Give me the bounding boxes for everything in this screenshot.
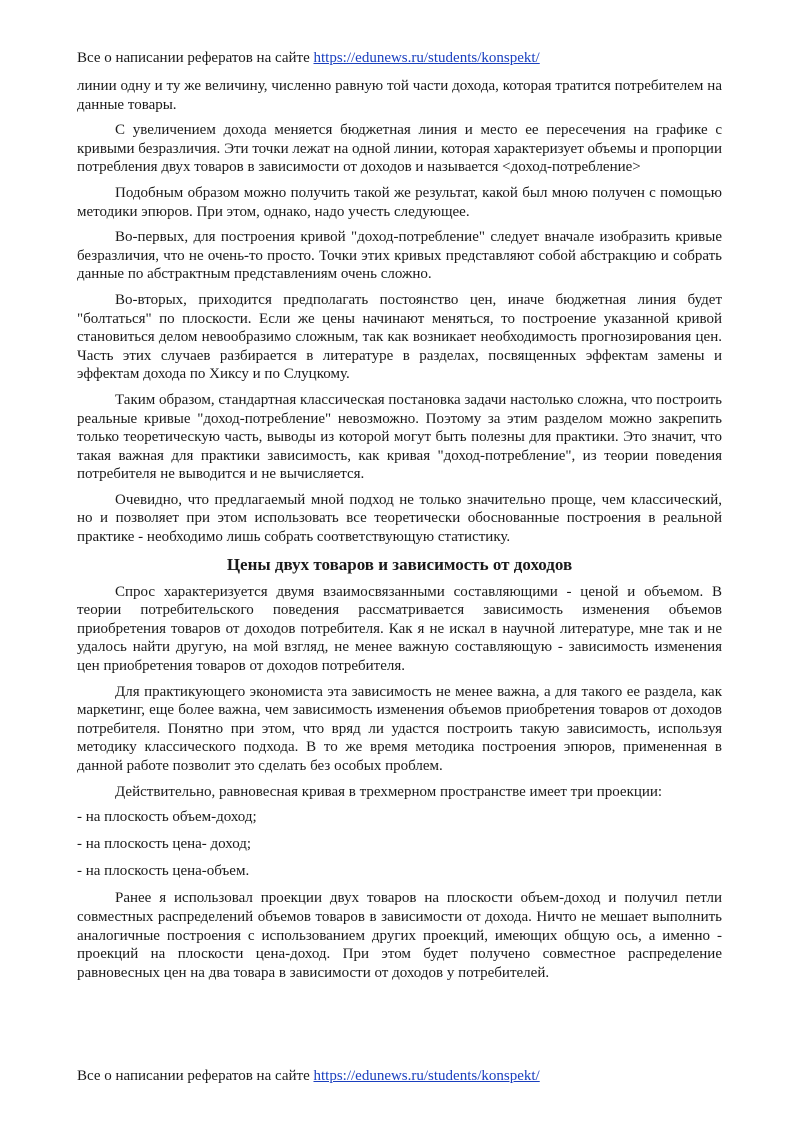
paragraph: Таким образом, стандартная классическая постановка задачи настолько сложна, что построить реальные кривые "доход-потребление" невозможно. Поэтому за этим разделом можно закрепить только теоретическую часть, выводы из которой могут быть полезны для практики. Это значит, что такая важная для практики зависимость, как кривая "доход-потребление", из теории поведения потребителя не выводится и не вычисляется. [77, 391, 722, 483]
paragraph: Ранее я использовал проекции двух товаров на плоскости объем-доход и получил петли совместных распределений объемов товаров в зависимости от дохода. Ничто не мешает выполнить аналогичные построения с использованием других проекций, имеющих общую ось, а именно - проекций на плоскости цена-доход. При этом будет получено совместное распределение равновесных цен на два товара в зависимости от доходов у потребителей. [77, 890, 722, 981]
header-link[interactable]: https://edunews.ru/students/konspekt/ [313, 50, 540, 66]
paragraph: Во-вторых, приходится предполагать постоянство цен, иначе бюджетная линия будет "болтаться" по плоскости. Если же цены начинают меняться, то построение указанной кривой становиться делом невообразимо сложным, так как возникает необходимость прогнозирования цен. Часть этих случаев разбирается в литературе в разделах, посвященных эффектам замены и эффектам дохода по Хиксу и по Слуцкому. [77, 291, 722, 383]
list-item: - на плоскость цена-объем. [77, 863, 250, 880]
page-header [77, 48, 540, 68]
paragraph: Подобным образом можно получить такой же результат, какой был мною получен с помощью методики эпюров. При этом, однако, надо учесть следующее. [77, 184, 722, 220]
paragraph: Действительно, равновесная кривая в трехмерном пространстве имеет три проекции: [115, 783, 663, 800]
paragraph: Во-первых, для построения кривой "доход-потребление" следует вначале изобразить кривые безразличия, что не очень-то просто. Точки этих кривых представляют собой абстракцию и собрать данные по абстрактным представлениям очень сложно. [77, 229, 722, 283]
footer-link[interactable]: https://edunews.ru/students/konspekt/ [313, 1068, 540, 1084]
section-heading: Цены двух товаров и зависимость от доходов [226, 554, 573, 574]
document-body [77, 77, 722, 989]
paragraph-continuation: линии одну и ту же величину, численно равную той части дохода, которая тратится потребителем на данные товары. [77, 78, 722, 113]
page-footer [77, 1066, 540, 1086]
list-item: - на плоскость объем-доход; [77, 809, 257, 826]
paragraph: Спрос характеризуется двумя взаимосвязанными составляющими - ценой и объемом. В теории потребительского поведения рассматривается зависимость изменения объемов приобретения товаров от доходов потребителя. Как я не искал в научной литературе, мне так и не удалось найти другую, на мой взгляд, не менее важную составляющую - зависимость изменения цен приобретения товаров от доходов потребителя. [77, 583, 722, 675]
header-text: Все о написании рефератов на сайте [77, 50, 314, 66]
paragraph: Для практикующего экономиста эта зависимость не менее важна, а для такого ее раздела, как маркетинг, еще более важна, чем зависимость изменения объемов приобретения товаров от доходов потребителя. Понятно при этом, что вряд ли удастся построить такую зависимость, используя методику классического подхода. В то же время методика построения эпюров, примененная в данной работе позволит это сделать без особых проблем. [77, 683, 722, 774]
paragraph: С увеличением дохода меняется бюджетная линия и место ее пересечения на графике с кривыми безразличия. Эти точки лежат на одной линии, которая характеризует объемы и пропорции потребления двух товаров в зависимости от доходов и называется <доход-потребление> [77, 122, 722, 176]
paragraph: Очевидно, что предлагаемый мной подход не только значительно проще, чем классический, но и позволяет при этом использовать все теоретически обоснованные построения в реальной практике - необходимо лишь собрать соответствующую статистику. [77, 491, 722, 546]
list-item: - на плоскость цена- доход; [77, 836, 252, 853]
footer-text: Все о написании рефератов на сайте [77, 1068, 314, 1084]
